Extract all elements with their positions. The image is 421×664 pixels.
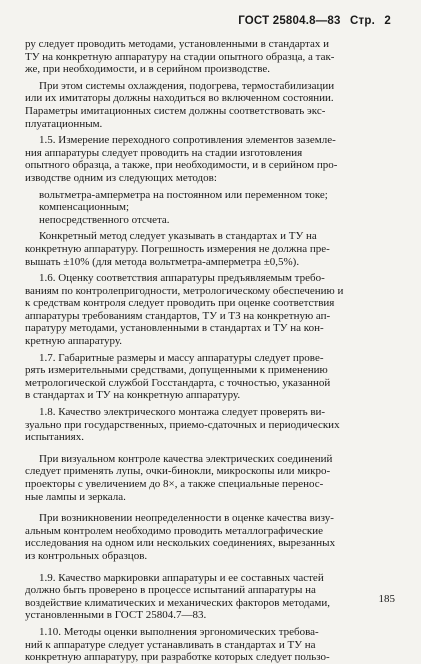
text-line: из контрольных образцов. (25, 549, 148, 562)
text-line: изводстве одним из следующих методов: (25, 171, 217, 184)
paragraph (25, 134, 397, 184)
text-line: метрологической службой Госстандарта, с точностью, указанной (25, 376, 331, 389)
text-line: испытаниях. (25, 431, 84, 444)
paragraph (25, 272, 397, 348)
text-line: воздействие климатических и механических факторов методами, (25, 596, 330, 609)
text-line: ТУ на конкретную аппаратуру на стадии опытного образца, а так- (25, 50, 335, 63)
text-line: вольтметра-амперметра на постоянном или переменном токе; (39, 188, 328, 201)
text-line: вышать ±10% (для метода вольтметра-амперметра ±0,5%). (25, 255, 300, 268)
paragraph (25, 80, 397, 130)
text-line: ний к аппаратуре следует устанавливать в стандартах и ТУ на (25, 638, 316, 651)
paragraph (25, 512, 397, 562)
paragraph (25, 572, 397, 622)
text-line: Конкретный метод следует указывать в стандартах и ТУ на (39, 230, 317, 243)
text-line: При этом системы охлаждения, подогрева, термостабилизации (39, 79, 335, 92)
text-line: паратуру методами, установленными в стандартах и ТУ на кон- (25, 322, 324, 335)
paragraph (25, 453, 397, 503)
standard-code: ГОСТ 25804.8—83 (238, 15, 341, 27)
text-line: установленными в ГОСТ 25804.7—83. (25, 609, 207, 622)
page-number: 185 (378, 593, 395, 605)
paragraph (25, 189, 397, 202)
text-line: конкретную аппаратуру. Погрешность измерения не должна пре- (25, 242, 330, 255)
text-line: же, при необходимости, и в серийном производстве. (25, 63, 270, 76)
text-line: в стандартах и ТУ на конкретную аппаратуру. (25, 389, 241, 402)
text-line: аппаратуры требованиям стандартов, ТУ и ТЗ на конкретную ап- (25, 309, 331, 322)
text-line: к средствам контроля следует проводить при оценке соответствия (25, 297, 335, 310)
paragraph (25, 201, 397, 214)
text-line: компенсационным; (39, 201, 130, 214)
text-line: При визуальном контроле качества электрических соединений (39, 452, 333, 465)
paragraph (25, 626, 397, 664)
text-line: зуально при государственных, приемо-сдаточных и периодических (25, 418, 340, 431)
text-line: кретную аппаратуру. (25, 335, 123, 348)
text-line: ния аппаратуры следует проводить на стадии изготовления (25, 146, 303, 159)
text-line: альным контролем необходимо проводить металлографические (25, 524, 324, 537)
text-line: 1.10. Методы оценки выполнения эргономических требова- (39, 625, 319, 638)
text-line: ру следует проводить методами, установленными в стандартах и (25, 38, 329, 50)
text-line: следует применять лупы, очки-бинокли, микроскопы или микро- (25, 465, 331, 478)
text-line: проекторы с увеличением до 8×, а также специальные перенос- (25, 478, 324, 490)
text-line: исследования на одном или нескольких соединениях, вырезанных (25, 537, 336, 550)
text-line: Параметры имитационных систем должны соответствовать экс- (25, 104, 326, 117)
text-line: плуатационным. (25, 117, 103, 130)
text-line: конкретную аппаратуру, при разработке которых следует пользо- (25, 651, 330, 664)
paragraph (25, 352, 397, 402)
text-line: должно быть проверено в процессе испытаний аппаратуры на (25, 584, 316, 597)
header-page-number: 2 (384, 15, 391, 27)
text-line: 1.5. Измерение переходного сопротивления элементов заземле- (39, 134, 336, 147)
text-line: 1.9. Качество маркировки аппаратуры и ее составных частей (39, 571, 324, 584)
paragraph (25, 38, 397, 76)
document-body (25, 38, 397, 664)
text-line: 1.6. Оценку соответствия аппаратуры предъявляемым требо- (39, 272, 325, 285)
text-line: ные лампы и зеркала. (25, 490, 126, 503)
text-line: рять измерительными средствами, допущенными к применению (25, 364, 328, 377)
text-line: непосредственного отсчета. (39, 213, 170, 226)
page-label: Стр. (350, 15, 375, 27)
paragraph (25, 214, 397, 227)
text-line: или их имитаторы должны находиться во включенном состоянии. (25, 92, 334, 105)
page-header (232, 15, 391, 27)
text-line: ваниям по контролепригодности, метрологическому обеспечению и (25, 284, 344, 297)
text-line: опытного образца, а также, при необходимости, и в серийном про- (25, 159, 338, 172)
paragraph (25, 230, 397, 268)
text-line: 1.8. Качество электрического монтажа следует проверять ви- (39, 406, 326, 419)
paragraph (25, 406, 397, 444)
text-line: 1.7. Габаритные размеры и массу аппаратуры следует прове- (39, 351, 324, 364)
text-line: При возникновении неопределенности в оценке качества визу- (39, 512, 334, 525)
